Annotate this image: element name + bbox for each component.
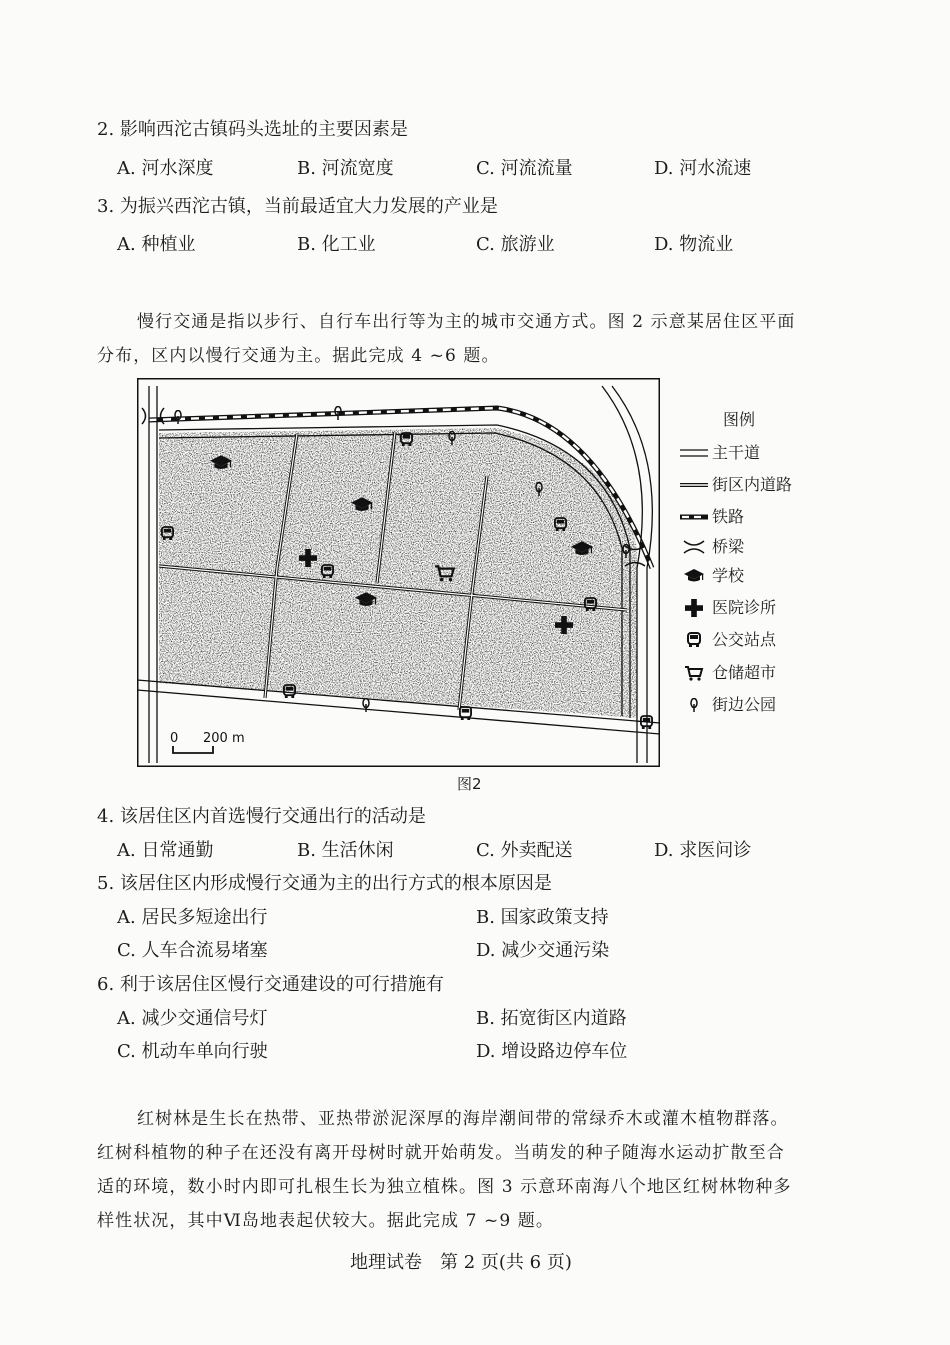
legend-main-road: 主干道	[680, 442, 760, 463]
intro-2-line-2: 红树科植物的种子在还没有离开母树时就开始萌发。当萌发的种子随海水运动扩散至合	[97, 1143, 785, 1163]
svg-text:200 m: 200 m	[203, 731, 245, 746]
legend-park: 街边公园	[680, 694, 776, 715]
page-footer: 地理试卷 第 2 页(共 6 页)	[350, 1252, 572, 1273]
legend-hospital: 医院诊所	[680, 597, 776, 618]
railway-icon	[680, 511, 708, 523]
intro-2-line-3: 适的环境，数小时内即可扎根生长为独立植株。图 3 示意环南海八个地区红树林物种多	[97, 1177, 792, 1197]
intro-2-line-4: 样性状况，其中Ⅵ岛地表起伏较大。据此完成 7 ~9 题。	[97, 1211, 554, 1231]
school-icon	[680, 568, 708, 584]
block-road-icon	[680, 479, 708, 491]
hospital-icon	[680, 599, 708, 617]
q6-option-b: B. 拓宽街区内道路	[476, 1008, 627, 1029]
question-6-stem: 6. 利于该居住区慢行交通建设的可行措施有	[97, 974, 444, 995]
svg-text:0: 0	[170, 731, 179, 746]
q3-option-c: C. 旅游业	[476, 234, 555, 255]
bridge-icon	[680, 540, 708, 554]
q2-option-d: D. 河水流速	[654, 158, 752, 179]
q6-option-d: D. 增设路边停车位	[476, 1041, 628, 1062]
legend-school: 学校	[680, 565, 744, 586]
legend-supermarket: 仓储超市	[680, 662, 776, 683]
question-5-stem: 5. 该居住区内形成慢行交通为主的出行方式的根本原因是	[97, 873, 552, 894]
question-4-stem: 4. 该居住区内首选慢行交通出行的活动是	[97, 806, 426, 827]
q5-option-d: D. 减少交通污染	[476, 940, 610, 961]
q3-option-a: A. 种植业	[117, 234, 196, 255]
legend-title: 图例	[723, 410, 756, 429]
legend-bridge: 桥梁	[680, 536, 744, 557]
residential-area-map	[137, 378, 660, 767]
intro-1-line-2: 分布，区内以慢行交通为主。据此完成 4 ~6 题。	[97, 346, 500, 366]
bus-stop-icon	[680, 632, 708, 648]
q2-option-a: A. 河水深度	[117, 158, 214, 179]
question-3-stem: 3. 为振兴西沱古镇，当前最适宜大力发展的产业是	[97, 196, 498, 217]
intro-1-line-1: 慢行交通是指以步行、自行车出行等为主的城市交通方式。图 2 示意某居住区平面	[137, 312, 796, 332]
q4-option-c: C. 外卖配送	[476, 840, 573, 861]
figure-caption: 图2	[457, 775, 482, 793]
intro-2-line-1: 红树林是生长在热带、亚热带淤泥深厚的海岸潮间带的常绿乔木或灌木植物群落。	[137, 1109, 789, 1129]
q4-option-b: B. 生活休闲	[297, 840, 394, 861]
legend-bus-stop: 公交站点	[680, 629, 776, 650]
main-road-icon	[680, 447, 708, 459]
q4-option-d: D. 求医问诊	[654, 840, 752, 861]
legend-block-road: 街区内道路	[680, 474, 792, 495]
q5-option-b: B. 国家政策支持	[476, 907, 609, 928]
q6-option-a: A. 减少交通信号灯	[117, 1008, 268, 1029]
q4-option-a: A. 日常通勤	[117, 840, 214, 861]
supermarket-icon	[680, 665, 708, 681]
q3-option-d: D. 物流业	[654, 234, 734, 255]
legend-railway: 铁路	[680, 506, 744, 527]
q3-option-b: B. 化工业	[297, 234, 376, 255]
question-2-stem: 2. 影响西沱古镇码头选址的主要因素是	[97, 119, 408, 140]
q5-option-c: C. 人车合流易堵塞	[117, 940, 268, 961]
q2-option-c: C. 河流流量	[476, 158, 573, 179]
q2-option-b: B. 河流宽度	[297, 158, 394, 179]
q5-option-a: A. 居民多短途出行	[117, 907, 268, 928]
q6-option-c: C. 机动车单向行驶	[117, 1041, 268, 1062]
park-icon	[680, 697, 708, 713]
